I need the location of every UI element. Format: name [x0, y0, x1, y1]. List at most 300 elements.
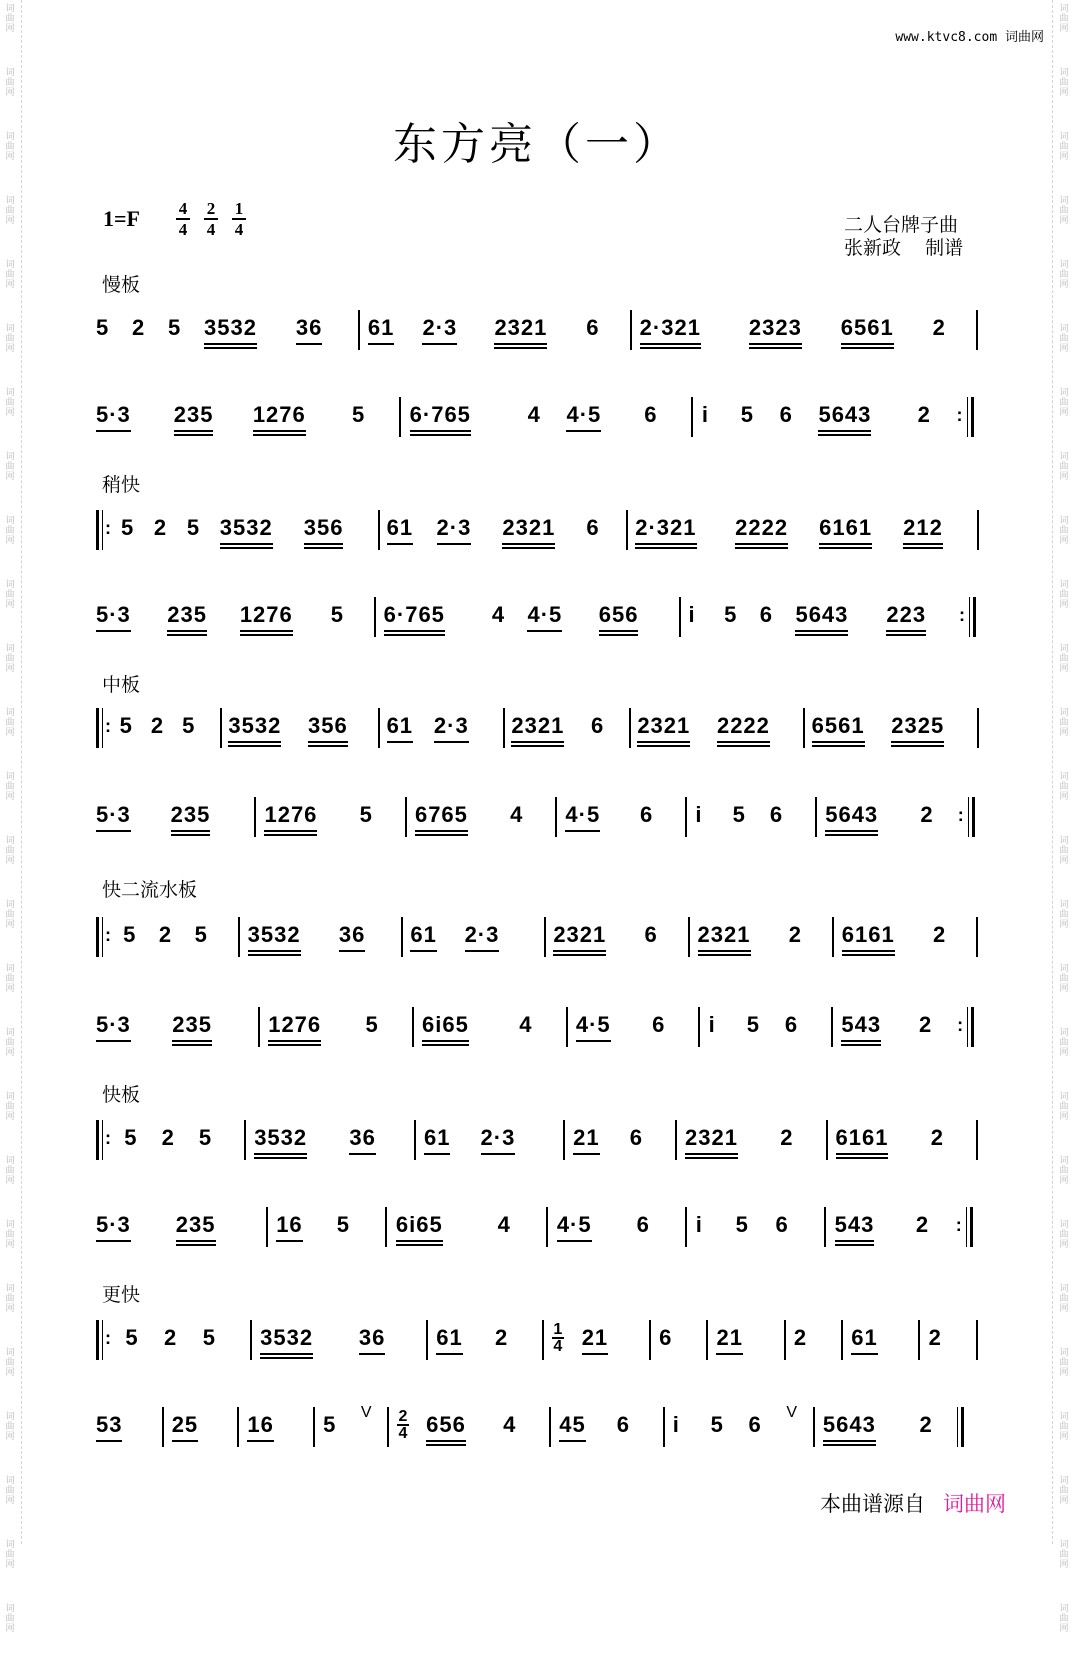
note-digits: 5	[125, 1325, 139, 1350]
note-digits: 2321	[685, 1126, 738, 1150]
note-group	[503, 1413, 541, 1447]
note-group	[760, 603, 796, 637]
barline	[967, 1326, 986, 1360]
note-digits: 2	[932, 922, 947, 947]
note-digits: 6	[629, 1125, 643, 1150]
note-group	[770, 803, 807, 837]
barline	[305, 1413, 323, 1447]
note-group	[748, 1413, 786, 1447]
note-digits: 2222	[717, 714, 770, 738]
note-group	[176, 1213, 257, 1247]
note-group	[422, 1013, 519, 1047]
note-group	[182, 714, 213, 748]
note-digits: 25	[172, 1413, 198, 1437]
note-group	[260, 1326, 359, 1360]
note-digits: 5	[732, 802, 746, 827]
note-digits: 2	[131, 315, 146, 340]
barline	[371, 516, 387, 550]
note-group	[780, 1126, 817, 1160]
note-group	[240, 603, 331, 637]
right-side-watermark: 词 曲 网 词 曲 网 词 曲 网 词 曲 网 词 曲 网 词 曲 网 词 曲 网 词 曲 网 词 曲 网 词 曲 网 词 曲 网 词 曲 网 词 曲 网 词 曲 网 词 曲 网 词 曲 网 词 曲 网 词 曲 网 词 曲 网 词 曲 网 词 曲 网 词 曲 网 词 曲 网 词 曲 网 词 曲 网 词 曲 网	[1059, 4, 1069, 1634]
note-digits: 6	[586, 515, 600, 540]
note-digits: 656	[599, 603, 639, 627]
site-name-text: 词曲网	[1004, 30, 1044, 45]
note-group	[331, 603, 367, 637]
time-signature-3	[232, 200, 246, 238]
note-group	[842, 923, 933, 957]
barline	[823, 1013, 841, 1047]
note-digits: 5·3	[96, 403, 131, 427]
note-digits: 4	[519, 1012, 533, 1037]
note-group	[711, 1413, 749, 1447]
note-group	[698, 923, 789, 957]
repeat-start-barline: :	[96, 923, 123, 957]
note-digits: 4	[527, 402, 541, 427]
note-digits: 2	[153, 515, 168, 540]
note-digits: 212	[903, 516, 943, 540]
note-group	[776, 1213, 816, 1247]
note-group	[645, 923, 681, 957]
barline	[229, 1413, 247, 1447]
note-group	[168, 316, 204, 350]
note-group	[248, 923, 339, 957]
note-digits: 2	[164, 1325, 178, 1350]
note-group	[125, 1326, 164, 1360]
score-line	[96, 1318, 996, 1378]
note-group	[96, 316, 132, 350]
barline	[969, 923, 986, 957]
note-group	[96, 1013, 172, 1047]
note-digits: 5·3	[96, 603, 131, 627]
note-digits: 6·765	[410, 403, 471, 427]
note-digits: 235	[171, 803, 211, 827]
note-group	[841, 316, 933, 350]
barline	[534, 1326, 553, 1360]
note-group	[553, 923, 644, 957]
score-line	[96, 1205, 996, 1265]
note-group	[410, 923, 464, 957]
barline	[640, 1326, 659, 1360]
barline	[680, 923, 697, 957]
note-group	[557, 1213, 637, 1247]
note-group	[617, 1413, 655, 1447]
note-group	[582, 1326, 641, 1360]
note-group	[818, 403, 917, 437]
note-group	[702, 403, 741, 437]
note-group	[96, 403, 174, 437]
note-digits: 4·5	[565, 803, 600, 827]
note-digits: 543	[841, 1013, 881, 1037]
source-brand: 词曲网	[943, 1492, 1006, 1516]
section-tempo-label: 稍快	[102, 474, 141, 496]
note-group	[437, 516, 503, 550]
note-group	[172, 1013, 250, 1047]
note-group	[933, 316, 969, 350]
note-group	[851, 1326, 910, 1360]
barline	[406, 1126, 424, 1160]
note-group	[511, 714, 591, 748]
barline	[683, 403, 702, 437]
note-digits: 2·3	[481, 1126, 516, 1150]
note-digits: 5	[323, 1412, 337, 1437]
time-den: 4	[234, 220, 244, 239]
barline	[971, 714, 986, 748]
note-digits: 2	[920, 802, 934, 827]
note-digits: 6161	[842, 923, 895, 947]
note-group	[931, 1126, 968, 1160]
note-group	[120, 714, 151, 748]
barline	[541, 1413, 559, 1447]
note-group	[717, 714, 797, 748]
note-digits: 4	[510, 802, 524, 827]
note-digits: 5	[202, 1325, 216, 1350]
barline	[619, 516, 635, 550]
barline	[372, 714, 387, 748]
note-digits: 2	[919, 1412, 933, 1437]
time-num: 4	[178, 199, 188, 218]
note-group	[635, 516, 735, 550]
note-group	[685, 1126, 780, 1160]
note-digits: 235	[174, 403, 214, 427]
note-digits: 36	[359, 1326, 385, 1350]
left-cut-line	[21, 0, 22, 1544]
note-digits: 6	[644, 922, 658, 947]
note-digits: 36	[339, 923, 365, 947]
note-digits: 16	[247, 1413, 273, 1437]
site-url-header	[895, 26, 1044, 45]
note-group	[495, 1326, 534, 1360]
section-tempo-label: 快二流水板	[102, 879, 198, 901]
barline	[418, 1326, 437, 1360]
score-line	[96, 915, 996, 975]
note-digits: 6	[586, 315, 600, 340]
note-digits: 2325	[891, 714, 944, 738]
note-group	[637, 714, 717, 748]
note-digits: 61	[387, 714, 413, 738]
note-group	[359, 1326, 418, 1360]
source-text: 本曲谱源自	[820, 1492, 925, 1516]
note-digits: 3532	[204, 316, 257, 340]
note-group	[565, 803, 640, 837]
note-group	[396, 1213, 498, 1247]
repeat-start-barline: :	[96, 1126, 124, 1160]
note-digits: 2	[494, 1325, 509, 1350]
repeat-start-barline: :	[96, 1326, 125, 1360]
note-digits: 4·5	[566, 403, 601, 427]
note-digits: 6	[659, 1325, 673, 1350]
key-and-time	[103, 200, 246, 238]
note-digits: 2·3	[465, 923, 500, 947]
barline	[622, 316, 639, 350]
note-group	[132, 316, 168, 350]
note-group	[96, 1213, 176, 1247]
barline	[555, 1126, 573, 1160]
note-group	[171, 803, 247, 837]
note-digits: 6	[652, 1012, 666, 1037]
note-group	[640, 316, 749, 350]
note-digits: 2·321	[640, 316, 701, 340]
note-digits: 5·3	[96, 1013, 131, 1037]
note-group	[253, 403, 352, 437]
barline	[393, 923, 410, 957]
note-digits: 36	[296, 316, 322, 340]
barline	[257, 1213, 276, 1247]
note-digits: 2321	[637, 714, 690, 738]
note-group	[916, 1213, 956, 1247]
barline	[496, 714, 511, 748]
score-line	[96, 595, 996, 655]
barline	[236, 1126, 254, 1160]
note-group	[174, 403, 253, 437]
note-group	[637, 1213, 677, 1247]
note-digits: 4·5	[576, 1013, 611, 1037]
barline	[536, 923, 553, 957]
note-group	[920, 803, 957, 837]
note-digits: 6561	[841, 316, 894, 340]
note-group	[933, 923, 969, 957]
note-digits: 6	[644, 402, 658, 427]
note-digits: 6i65	[422, 1013, 469, 1037]
note-group	[204, 316, 296, 350]
note-group	[519, 1013, 557, 1047]
note-group	[673, 1413, 711, 1447]
barline	[655, 1413, 673, 1447]
note-group	[903, 516, 970, 550]
note-digits: 61	[424, 1126, 450, 1150]
note-digits: 2·3	[434, 714, 469, 738]
note-digits: 61	[368, 316, 394, 340]
note-group	[96, 603, 167, 637]
note-group	[308, 714, 371, 748]
note-digits: 235	[167, 603, 207, 627]
note-group	[424, 1126, 481, 1160]
note-digits: 5	[352, 402, 366, 427]
barline	[797, 714, 812, 748]
note-group	[422, 316, 494, 350]
score-line	[96, 1405, 996, 1465]
note-group	[124, 1126, 161, 1160]
note-digits: 2	[915, 1212, 930, 1237]
note-digits: 1276	[253, 403, 306, 427]
note-group	[576, 1013, 652, 1047]
note-digits: 5	[119, 713, 133, 738]
note-group	[841, 1013, 919, 1047]
note-digits: 21	[716, 1326, 742, 1350]
repeat-end-barline: :	[957, 403, 986, 437]
note-group	[492, 603, 528, 637]
note-group	[836, 1126, 931, 1160]
note-group	[749, 316, 841, 350]
note-group	[780, 403, 819, 437]
note-digits: 5·3	[96, 1213, 131, 1237]
note-digits: 2321	[698, 923, 751, 947]
repeat-end-barline: :	[957, 1013, 986, 1047]
note-group	[360, 803, 397, 837]
note-group	[337, 1213, 377, 1247]
note-group	[528, 403, 567, 437]
note-digits: 6i65	[396, 1213, 443, 1237]
breath-mark: V	[786, 1404, 798, 1421]
repeat-start-barline: :	[96, 516, 121, 550]
score-title: 东方亮（一）	[393, 119, 681, 170]
barline	[153, 1413, 171, 1447]
note-digits: 6	[784, 1012, 799, 1037]
note-group	[819, 516, 903, 550]
note-digits: 3532	[220, 516, 273, 540]
barline	[366, 603, 383, 637]
barline	[676, 1213, 695, 1247]
note-digits: 5	[359, 802, 373, 827]
note-digits: 2	[930, 1125, 944, 1150]
note-digits: 356	[308, 714, 348, 738]
note-digits: 2	[150, 713, 165, 738]
note-digits: i	[672, 1412, 680, 1437]
note-group	[465, 923, 536, 957]
note-digits: 3532	[248, 923, 301, 947]
note-group	[121, 516, 154, 550]
note-group	[220, 516, 304, 550]
note-digits: 6161	[836, 1126, 889, 1150]
time-den: 4	[178, 220, 188, 239]
note-digits: i	[708, 1012, 716, 1037]
note-digits: 6161	[819, 516, 872, 540]
barline	[230, 923, 247, 957]
note-group	[736, 1213, 776, 1247]
barline	[622, 714, 637, 748]
note-digits: 5643	[818, 403, 871, 427]
note-group	[154, 516, 187, 550]
note-group	[368, 316, 423, 350]
note-group	[276, 1213, 337, 1247]
note-group	[247, 1413, 304, 1447]
note-digits: 5	[167, 315, 182, 340]
note-digits: 2	[788, 922, 803, 947]
note-group	[918, 403, 957, 437]
barline	[404, 1013, 422, 1047]
note-digits: 6	[769, 802, 784, 827]
barline	[833, 1326, 852, 1360]
note-digits: 6	[640, 802, 654, 827]
note-group	[187, 516, 220, 550]
note-digits: 2	[918, 1012, 933, 1037]
note-group	[891, 714, 971, 748]
note-digits: 2	[928, 1325, 942, 1350]
note-digits: 2321	[502, 516, 555, 540]
section-tempo-label: 更快	[102, 1284, 141, 1306]
note-digits: 5	[194, 922, 208, 947]
time-den: 4	[206, 220, 216, 239]
note-digits: 4	[491, 602, 506, 627]
note-group	[789, 923, 825, 957]
note-group	[886, 603, 959, 637]
note-digits: 5	[120, 515, 135, 540]
note-group	[162, 1126, 199, 1160]
note-group	[640, 803, 677, 837]
note-digits: 3532	[260, 1326, 313, 1350]
note-group	[172, 1413, 229, 1447]
time-num: 1	[234, 199, 244, 218]
note-group	[434, 714, 496, 748]
note-digits: 53	[96, 1413, 122, 1437]
note-group	[724, 603, 760, 637]
note-group	[96, 1413, 153, 1447]
right-cut-line	[1052, 0, 1053, 1544]
note-group	[630, 1126, 667, 1160]
note-group	[365, 1013, 403, 1047]
barline	[246, 803, 264, 837]
breath-mark: V	[360, 1404, 373, 1421]
note-digits: 5	[746, 1012, 760, 1037]
note-digits: 6	[636, 1212, 650, 1237]
note-digits: 2222	[735, 516, 788, 540]
note-group	[410, 403, 528, 437]
note-digits: i	[701, 402, 709, 427]
note-digits: 5	[735, 1212, 749, 1237]
note-group	[695, 803, 732, 837]
repeat-start-barline: :	[96, 714, 120, 748]
note-group	[384, 603, 492, 637]
note-group	[151, 714, 182, 748]
note-digits: 5	[124, 1125, 138, 1150]
note-digits: 4	[497, 1212, 511, 1237]
time-signature-2	[204, 200, 218, 238]
note-group	[349, 1126, 406, 1160]
note-group	[795, 603, 886, 637]
note-digits: 356	[304, 516, 344, 540]
score-line	[96, 308, 996, 368]
note-group	[573, 1126, 630, 1160]
note-digits: 5643	[825, 803, 878, 827]
note-group	[415, 803, 510, 837]
note-digits: 5	[123, 922, 137, 947]
note-digits: 45	[559, 1413, 585, 1437]
time-signatures	[162, 200, 246, 238]
note-group	[812, 714, 892, 748]
note-digits: 223	[886, 603, 926, 627]
note-group	[591, 714, 622, 748]
barline	[250, 1013, 268, 1047]
barline	[698, 1326, 717, 1360]
note-group	[566, 403, 644, 437]
barline	[818, 1126, 836, 1160]
note-digits: 6	[759, 602, 774, 627]
barline	[671, 603, 688, 637]
note-digits: 5	[182, 713, 196, 738]
note-group	[264, 803, 359, 837]
note-group	[123, 923, 159, 957]
score-line	[96, 1118, 996, 1178]
note-group	[689, 603, 725, 637]
note-group	[709, 1013, 747, 1047]
note-digits: 6	[775, 1212, 789, 1237]
barline	[815, 1213, 834, 1247]
barline	[805, 1413, 823, 1447]
note-digits: 3532	[254, 1126, 307, 1150]
note-group	[268, 1013, 365, 1047]
note-digits: 235	[172, 1013, 212, 1037]
note-digits: 5	[724, 602, 738, 627]
barline	[677, 803, 695, 837]
note-group	[716, 1326, 775, 1360]
section-tempo-label: 快板	[102, 1084, 141, 1106]
repeat-end-barline: :	[958, 803, 986, 837]
note-digits: 21	[582, 1326, 608, 1350]
note-digits: 6	[748, 1412, 762, 1437]
note-digits: 2	[158, 922, 173, 947]
barline	[968, 1126, 986, 1160]
left-side-watermark: 词 曲 网 词 曲 网 词 曲 网 词 曲 网 词 曲 网 词 曲 网 词 曲 网 词 曲 网 词 曲 网 词 曲 网 词 曲 网 词 曲 网 词 曲 网 词 曲 网 词 曲 网 词 曲 网 词 曲 网 词 曲 网 词 曲 网 词 曲 网 词 曲 网 词 曲 网 词 曲 网 词 曲 网 词 曲 网 词 曲 网	[5, 4, 15, 1634]
note-group	[167, 603, 240, 637]
